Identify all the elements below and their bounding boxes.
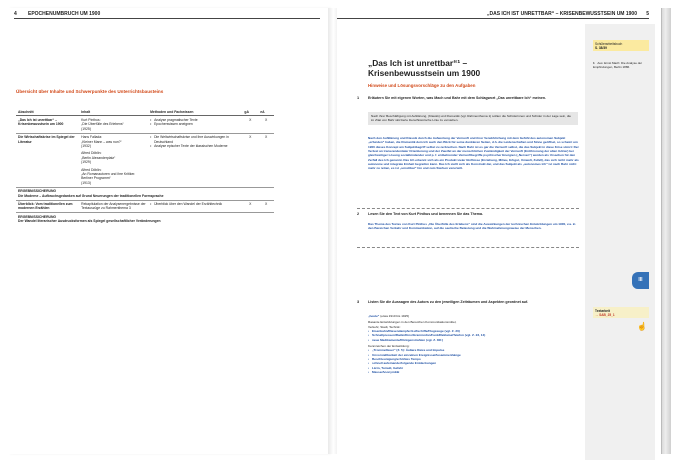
- footnote-num: 1: [593, 61, 595, 65]
- table-row-sicherung: [16, 187, 274, 200]
- row2-inhalt-line: „Kleiner Mann – was nun?“: [81, 139, 122, 144]
- kennzeichen-label: Kennzeichen der Entwicklung:: [368, 344, 410, 349]
- page-title-line2: Krisenbewusstsein um 1900: [368, 68, 481, 78]
- sicherung-1: [16, 187, 274, 200]
- page-edge: [661, 8, 671, 454]
- textarbeit-title: Textarbeit: [595, 308, 610, 313]
- sidebar: [585, 24, 655, 460]
- overview-table: [16, 109, 274, 225]
- list-item: • Schnellpressen/Radio/Kino/Grammofon/Funk/Reklame/Telefon (vgl. Z. 23, 14): [368, 333, 580, 337]
- row3-methoden: [148, 200, 242, 213]
- page-subtitle: Hinweise und Lösungsvorschläge zu den Aufgaben: [368, 83, 476, 88]
- table-row-sicherung: [16, 213, 274, 225]
- sicherung-2-label: ERGEBNISSICHERUNG: [18, 214, 57, 219]
- left-header-title: EPOCHENUMBRUCH UM 1900: [28, 11, 101, 17]
- left-header: [14, 8, 320, 19]
- row3-inhalt: Rekapitulation der Analysenergebnisse der Textauszüge zu Rahmenthema 3: [79, 200, 148, 213]
- row1-inhalt-line: Kurt Pinthus:: [81, 117, 101, 122]
- row1-inhalt-line: „Die Überfülle des Erlebens“: [81, 122, 124, 127]
- col-abschnitt: Abschnitt: [16, 109, 79, 116]
- row2-inhalt-line: Hans Fallada:: [81, 135, 103, 140]
- book-spine: [328, 8, 337, 454]
- list-item: • schnell aufeinanderfolgende Entdeckungen: [368, 361, 580, 365]
- list-item: • Eisenbahn/Riesendampfer/Luftschiffe/Flugzeuge (vgl. Z. 20): [368, 329, 580, 333]
- right-header: [337, 8, 649, 19]
- right-page: [337, 8, 655, 454]
- list-item: • Lärm, Tumult, Gefahr: [368, 366, 580, 370]
- sicherung-1-text: Die Moderne – Aufbruchsgedanken auf Grund Neuerungen der traditionellen Formsprache: [18, 193, 164, 198]
- page-title-line1: „Das Ich ist unrettbar“¹ –: [368, 58, 468, 68]
- row2-inhalt-line: (1913): [81, 180, 91, 185]
- sidenote-textarbeit: [593, 307, 649, 318]
- task-1-hint: Nach ihrer Beschäftigung mit Aufklärung, (Klassik) und Romantik (vgl. Rahmenthema 1) sollten die Schülerinnen und Schüler in der Lage sein, die im Zitat von Bahr skizzierte literarhistorische Linie zu verstehen.: [368, 112, 578, 125]
- task-1-answer: Nach den Aufklärung und Klassik durch die Aufwertung der Vernunft und ihrer Verwirklichung mit dem Gefühl des autonomen Subjekt „erfunden“ haben, die Romantik dem Ich auch den Blick für seine dunkleren Seiten, d.h. die Leidenschaften und Sinne geöffnet, so scheint um 1900 dieses Konzept am Subjektbegriff selbst zu zerbrechen. Nach Bahr ist es gar die Vernunft selbst, die das Subjekt in diese Krise stürzt: Der Verlust an transzendentaler Orientierung und der Zweifel an der menschlichen Zuständigkeit der Vernunft (Entthronung der alten Götter) bei gleichzeitiger Lösung sozialbindender und p. f. entbehrender Vernunftbegriffe psychischer Energien („Nerven“) werden als Ursachen für den Zerfall des Ich genannt. Das Ich erkennt sich als ein Produkt vieler Einflüsse (Erziehung, Milieu, Erbgut, Umwelt, Zufall), das sich nicht mehr als autonome und integrale Einheit begreifen kann. Das Ich stellt sich als Konstrukt dar, und das Subjekt als „autonomes Ich“ ist nach Bahr nicht mehr zu retten, es ist „unrettbar“ hin und zum Sterben verurteilt.: [368, 136, 579, 171]
- footnote: [593, 61, 651, 69]
- col-methoden: Methoden und Fachwissen: [148, 109, 242, 116]
- row2-inhalt-line: Alfred Döblin:: [81, 151, 102, 156]
- task-2-text: Lesen Sie den Text von Kurt Pinthus und benennen Sie das Thema.: [368, 212, 483, 216]
- left-page: [8, 8, 329, 454]
- row1-methode: • Analyse pragmatischer Texte: [150, 118, 240, 122]
- row2-inhalt-line: (1929): [81, 160, 91, 165]
- bullet-list-2: [368, 348, 580, 374]
- row2-methoden: [148, 133, 242, 187]
- sidenote-ref: S. 38/39: [595, 45, 607, 50]
- task-1-number: 1: [357, 96, 360, 100]
- row1-ga: X: [242, 116, 258, 133]
- row3-abschnitt: Überblick: Vom traditionellen zum modernen Erzählen: [16, 200, 79, 213]
- row2-inhalt: [79, 133, 148, 187]
- task-3-answer: [368, 314, 580, 374]
- col-ea: eA: [258, 109, 274, 116]
- row3-ga: X: [242, 200, 258, 213]
- sicherung-2: [16, 213, 274, 225]
- row2-inhalt-line: Alfred Döblin:: [81, 167, 102, 172]
- col-ga: gA: [242, 109, 258, 116]
- list-item: • neue Medikamente/Röntgenstrahlen (vgl. Z. 30f.): [368, 338, 580, 342]
- footnote-text: Aus: Ernst Mach: Die Analyse der Empfindungen, Berlin 1886.: [593, 61, 643, 69]
- chapter-tab[interactable]: III: [632, 272, 649, 289]
- separator: [357, 247, 579, 248]
- row1-methoden: [148, 116, 242, 133]
- row2-methode: • Analyse epischer Texte der klassischen Moderne: [150, 144, 240, 148]
- row2-methode: • Die Weltwirtschaftskrise und ihre Auswirkungen in Deutschland: [150, 135, 240, 144]
- row1-methode: • Epochenwissen aneignen: [150, 122, 240, 126]
- row1-ea: X: [258, 116, 274, 133]
- row2-inhalt-line: (1932): [81, 143, 91, 148]
- cursor-hand-icon: ☝: [637, 322, 647, 331]
- row2-abschnitt: Die Wirtschaftskrise im Spiegel der Literatur: [16, 133, 79, 187]
- task-2-answer: Das Thema des Textes von Kurt Pinthus „Die Überfülle des Erlebens“ sind die Auswirkungen der technischen Entwicklungen um 1900, v.a. in den Bereichen Verkehr und Kommunikation, auf die seelische Belastung und die Wahrnehmungsweise der Menschen.: [368, 222, 576, 231]
- bullet-list-1: [368, 329, 580, 342]
- row3-ea: X: [258, 200, 274, 213]
- list-item: • Beschleunigung/erhöhtes Tempo: [368, 357, 580, 361]
- table-row: [16, 133, 274, 187]
- row2-inhalt-line: „An Romanautoren und ihre Kritiker. Berliner Programm“: [81, 171, 136, 181]
- row2-inhalt-line: „Berlin Alexanderplatz“: [81, 155, 116, 160]
- row1-inhalt-line: (1925): [81, 126, 91, 131]
- page-title: [368, 58, 480, 78]
- sicherung-2-text: Der Wandel literarischer Ausdrucksformen als Spiegel gesellschaftlicher Veränderungen: [18, 219, 161, 224]
- left-page-number: 4: [14, 11, 17, 17]
- right-header-title: „DAS ICH IST UNRETTBAR“ – KRISENBEWUSSTSEIN UM 1900: [486, 11, 637, 17]
- task-1-text: Erläutern Sie mit eigenen Worten, was Mach und Bahr mit dem Schlagwort „Das unrettbare Ich“ meinen.: [368, 96, 547, 100]
- row2-ga: X: [242, 133, 258, 187]
- list-item: • „Trommelfeuer“ (Z. 5): Äußere Reize und Impulse: [368, 348, 580, 352]
- row3-methode: • Überblick über den Wandel der Erzähltechnik: [150, 202, 240, 206]
- sidenote-title: Schülerarbeitsbuch: [595, 41, 623, 46]
- task-3-text: Listen Sie die Aussagen des Autors zu den jeweiligen Zeiträumen und Aspekten geordnet auf.: [368, 300, 529, 304]
- separator: [357, 208, 579, 209]
- row1-abschnitt: „Das Ich ist unrettbar“ – Krisenbewusstsein um 1900: [16, 116, 79, 133]
- table-row: [16, 200, 274, 213]
- heute-label: „heute“: [368, 314, 380, 318]
- right-page-number: 5: [646, 11, 649, 17]
- textarbeit-link[interactable]: → SAB_25_1: [595, 312, 615, 317]
- overview-section-title: Übersicht über Inhalte und Schwerpunkte des Unterrichtsbausteins: [16, 89, 164, 94]
- list-item: • Unvorstellbarkeit der einzelnen Ereignisse/Zusammenhänge: [368, 353, 580, 357]
- row1-inhalt: [79, 116, 148, 133]
- intro-line-1: Rasante Entwicklungen in den Bereichen Kommunikationsmittel,: [368, 320, 457, 325]
- task-3-number: 3: [357, 300, 360, 304]
- table-header-row: [16, 109, 274, 116]
- sidenote-schuelerarbeitsbuch: [593, 40, 649, 51]
- col-inhalt: Inhalt: [79, 109, 148, 116]
- intro-line-2: Verkehr, Stadt, Technik:: [368, 324, 401, 329]
- sicherung-1-label: ERGEBNISSICHERUNG: [18, 189, 57, 194]
- task-2-number: 2: [357, 212, 360, 216]
- heute-suffix: (etwa 1910 bis 1925): [380, 314, 410, 318]
- list-item: • Masse/Anonymität: [368, 370, 580, 374]
- table-row: [16, 116, 274, 133]
- row2-ea: X: [258, 133, 274, 187]
